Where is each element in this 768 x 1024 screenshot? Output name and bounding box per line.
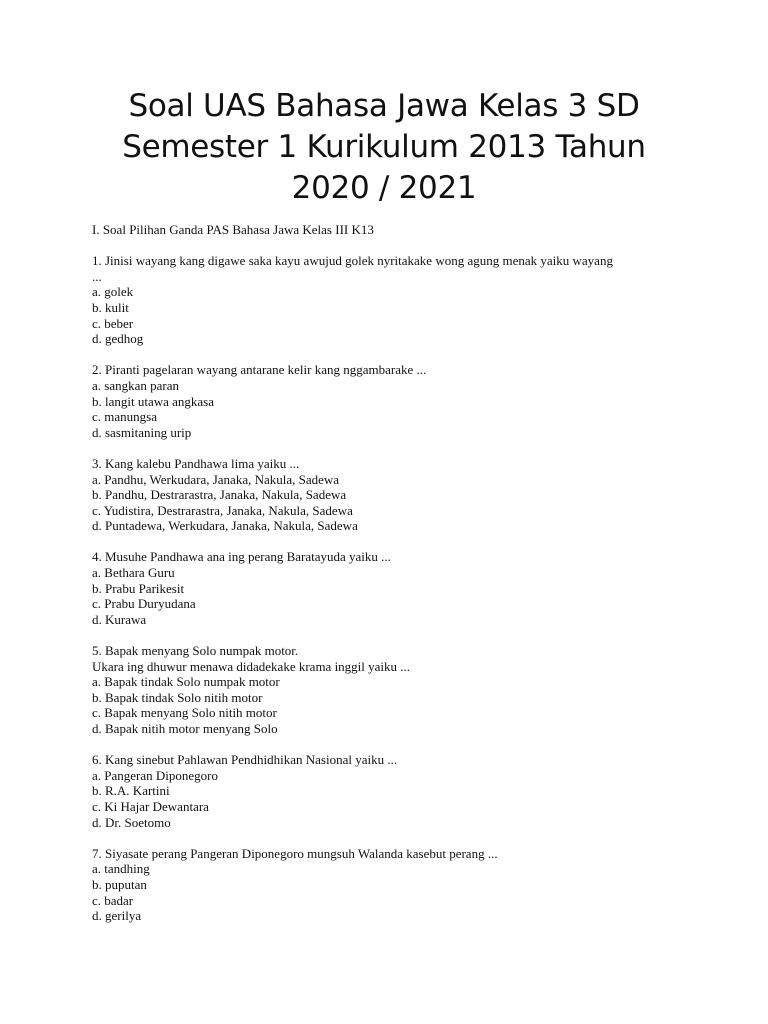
title-line: Semester 1 Kurikulum 2013 Tahun <box>122 129 646 165</box>
question-text: 1. Jinisi wayang kang digawe saka kayu awujud golek nyritakake wong agung menak yaiku wayang <box>92 253 613 269</box>
question-6 <box>92 752 692 830</box>
answer-option-d: d. gerilya <box>92 908 142 924</box>
question-5 <box>92 643 692 737</box>
answer-option-b: b. Bapak tindak Solo nitih motor <box>92 689 263 705</box>
answer-option-b: b. Pandhu, Destrarastra, Janaka, Nakula, Sadewa <box>92 487 347 503</box>
answer-option-d: d. sasmitaning urip <box>92 424 192 440</box>
answer-option-c: c. Bapak menyang Solo nitih motor <box>92 705 277 721</box>
answer-option-c: c. Ki Hajar Dewantara <box>92 798 209 814</box>
question-text: 3. Kang kalebu Pandhawa lima yaiku ... <box>92 455 300 471</box>
answer-option-b: b. Prabu Parikesit <box>92 580 185 596</box>
question-text: Ukara ing dhuwur menawa didadekake krama inggil yaiku ... <box>92 658 411 674</box>
answer-option-c: c. Prabu Duryudana <box>92 596 196 612</box>
answer-option-d: d. gedhog <box>92 331 144 347</box>
question-4 <box>92 549 692 627</box>
question-1 <box>92 253 692 347</box>
title-line: Soal UAS Bahasa Jawa Kelas 3 SD <box>128 88 640 124</box>
answer-option-b: b. kulit <box>92 299 129 315</box>
answer-option-c: c. beber <box>92 315 134 331</box>
document-body <box>92 222 692 939</box>
question-text: ... <box>92 268 102 284</box>
question-text: 2. Piranti pagelaran wayang antarane kelir kang nggambarake ... <box>92 362 427 378</box>
section-heading: I. Soal Pilihan Ganda PAS Bahasa Jawa Kelas III K13 <box>92 222 374 237</box>
question-7 <box>92 846 692 924</box>
answer-option-c: c. manungsa <box>92 409 157 425</box>
question-3 <box>92 456 692 534</box>
answer-option-b: b. R.A. Kartini <box>92 783 170 799</box>
answer-option-a: a. Bapak tindak Solo numpak motor <box>92 674 280 690</box>
answer-option-d: d. Puntadewa, Werkudara, Janaka, Nakula, Sadewa <box>92 518 358 534</box>
answer-option-c: c. Yudistira, Destrarastra, Janaka, Nakula, Sadewa <box>92 502 353 518</box>
question-2 <box>92 362 692 440</box>
answer-option-c: c. badar <box>92 892 134 908</box>
question-text: 5. Bapak menyang Solo numpak motor. <box>92 643 299 659</box>
answer-option-d: d. Dr. Soetomo <box>92 814 171 830</box>
question-text: 7. Siyasate perang Pangeran Diponegoro mungsuh Walanda kasebut perang ... <box>92 845 498 861</box>
question-text: 4. Musuhe Pandhawa ana ing perang Baratayuda yaiku ... <box>92 549 391 565</box>
document-title <box>92 86 676 209</box>
question-text: 6. Kang sinebut Pahlawan Pendhidhikan Nasional yaiku ... <box>92 752 398 768</box>
answer-option-d: d. Bapak nitih motor menyang Solo <box>92 721 278 736</box>
answer-option-a: a. Pangeran Diponegoro <box>92 767 218 783</box>
answer-option-b: b. puputan <box>92 876 147 892</box>
answer-option-a: a. golek <box>92 284 134 300</box>
answer-option-a: a. sangkan paran <box>92 377 179 393</box>
answer-option-a: a. tandhing <box>92 861 150 877</box>
answer-option-a: a. Pandhu, Werkudara, Janaka, Nakula, Sadewa <box>92 471 340 487</box>
answer-option-a: a. Bethara Guru <box>92 565 175 581</box>
title-line: 2020 / 2021 <box>291 170 477 206</box>
answer-option-d: d. Kurawa <box>92 611 147 627</box>
answer-option-b: b. langit utawa angkasa <box>92 393 215 409</box>
